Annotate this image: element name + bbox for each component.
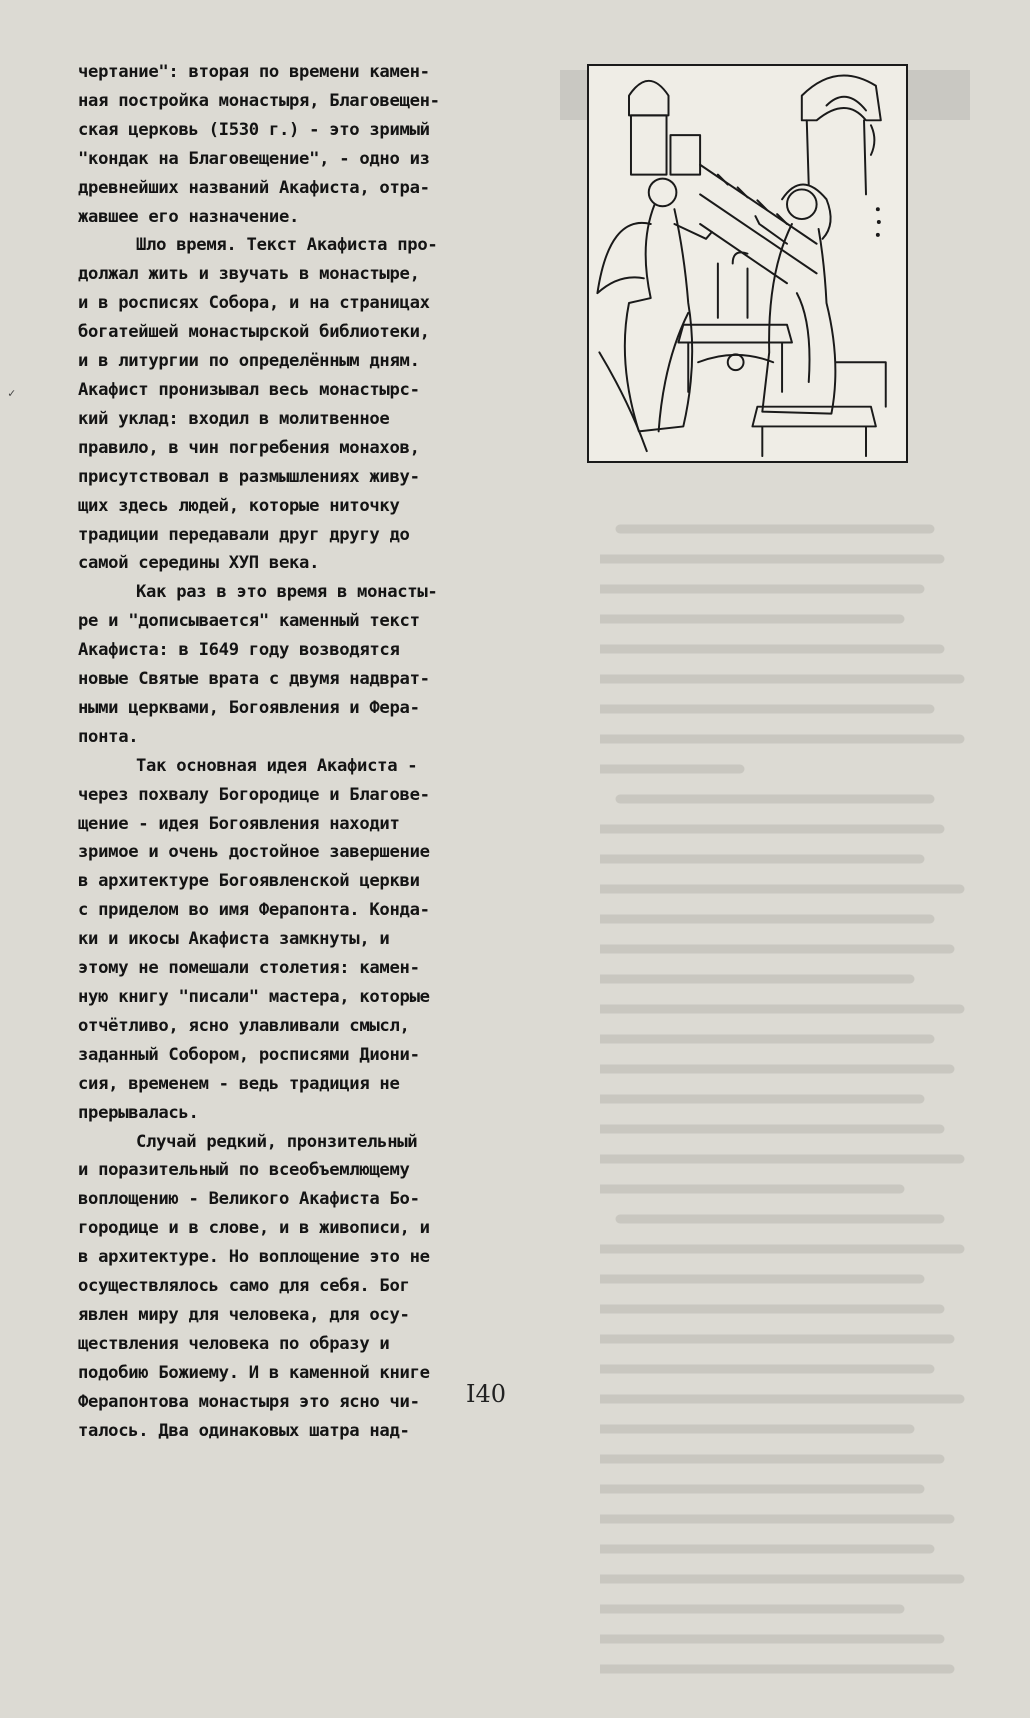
text-line: через похвалу Богородице и Благове- [78, 784, 430, 805]
text-line: новые Святые врата с двумя надврат- [78, 669, 430, 690]
text-line: в архитектуре Богоявленской церкви [78, 871, 420, 892]
page-number: I40 [466, 1380, 507, 1408]
text-line: самой середины ХУП века. [78, 553, 320, 574]
text-line: кий уклад: входил в молитвенное [78, 408, 390, 429]
text-line: прерывалась. [78, 1102, 199, 1123]
annunciation-drawing [589, 66, 906, 461]
annunciation-illustration [587, 64, 908, 463]
text-line: древнейших названий Акафиста, отра- [78, 177, 430, 198]
text-line: в архитектуре. Но воплощение это не [78, 1247, 430, 1268]
text-line: ными церквами, Богоявления и Ферa- [78, 697, 420, 718]
text-line: Акафист пронизывал весь монастырс- [78, 379, 420, 400]
text-line: городице и в слове, и в живописи, и [78, 1218, 430, 1239]
text-line: ки и икосы Акафиста замкнуты, и [78, 929, 390, 950]
text-line: щих здесь людей, которые ниточку [78, 495, 400, 516]
text-line: чертание": вторая по времени камен- [78, 62, 430, 82]
text-line: богатейшей монастырской библиотеки, [78, 322, 430, 343]
text-line: с приделом во имя Ферапонта. Конда- [78, 900, 430, 921]
body-text-column [78, 58, 518, 1446]
text-line: Акафиста: в I649 году возводятся [78, 640, 400, 661]
text-line: зримое и очень достойное завершение [78, 842, 430, 863]
text-line: щение - идея Богоявления находит [78, 813, 400, 834]
text-line: сия, временем - ведь традиция не [78, 1073, 400, 1094]
text-line: присутствовал в размышлениях живу- [78, 466, 420, 487]
text-line: Случай редкий, пронзительный [136, 1131, 418, 1152]
text-line: "кондак на Благовещение", - одно из [78, 148, 430, 169]
text-line: Как раз в это время в монасты- [136, 582, 438, 603]
show-through-text [600, 490, 980, 1680]
text-line: и поразительный по всеобъемлющему [78, 1160, 410, 1181]
text-line: Шло время. Текст Акафиста про- [136, 235, 438, 256]
text-line: Ферапонтова монастыря это ясно чи- [78, 1391, 420, 1412]
text-line: ская церковь (I530 г.) - это зримый [78, 119, 430, 140]
text-line: правило, в чин погребения монахов, [78, 437, 420, 458]
text-line: заданный Собором, росписями Диони- [78, 1044, 420, 1065]
text-line: ную книгу "писали" мастера, которые [78, 987, 430, 1007]
text-line: должал жить и звучать в монастыре, [78, 264, 420, 285]
margin-mark: ✓ [8, 386, 16, 400]
text-line: явлен миру для человека, для осу- [78, 1304, 410, 1325]
text-line: ществления человека по образу и [78, 1333, 390, 1354]
text-line: ре и "дописывается" каменный текст [78, 611, 420, 632]
text-line: ная постройка монастыря, Благовещен- [78, 90, 440, 111]
text-line: воплощению - Великого Акафиста Бо- [78, 1189, 420, 1210]
paragraph-2 [78, 231, 518, 578]
paragraph-3 [78, 578, 518, 751]
show-through-lines [600, 519, 980, 1709]
text-line: и в росписях Собора, и на страницах [78, 293, 430, 314]
text-line: и в литургии по определённым дням. [78, 351, 420, 372]
text-line: традиции передавали друг другу до [78, 524, 410, 545]
text-line: подобию Божиему. И в каменной книге [78, 1362, 430, 1383]
text-line: этому не помешали столетия: камен- [78, 958, 420, 979]
text-line: понта. [78, 726, 139, 747]
paragraph-4 [78, 752, 518, 1128]
paragraph-1 [78, 58, 518, 231]
text-line: осуществлялось само для себя. Бог [78, 1276, 410, 1297]
text-line: Так основная идея Акафиста - [136, 755, 418, 776]
text-line: талось. Два одинаковых шатра над- [78, 1420, 410, 1441]
text-line: жавшее его назначение. [78, 206, 300, 227]
paragraph-5 [78, 1128, 518, 1446]
text-line: отчётливо, ясно улавливали смысл, [78, 1015, 410, 1036]
